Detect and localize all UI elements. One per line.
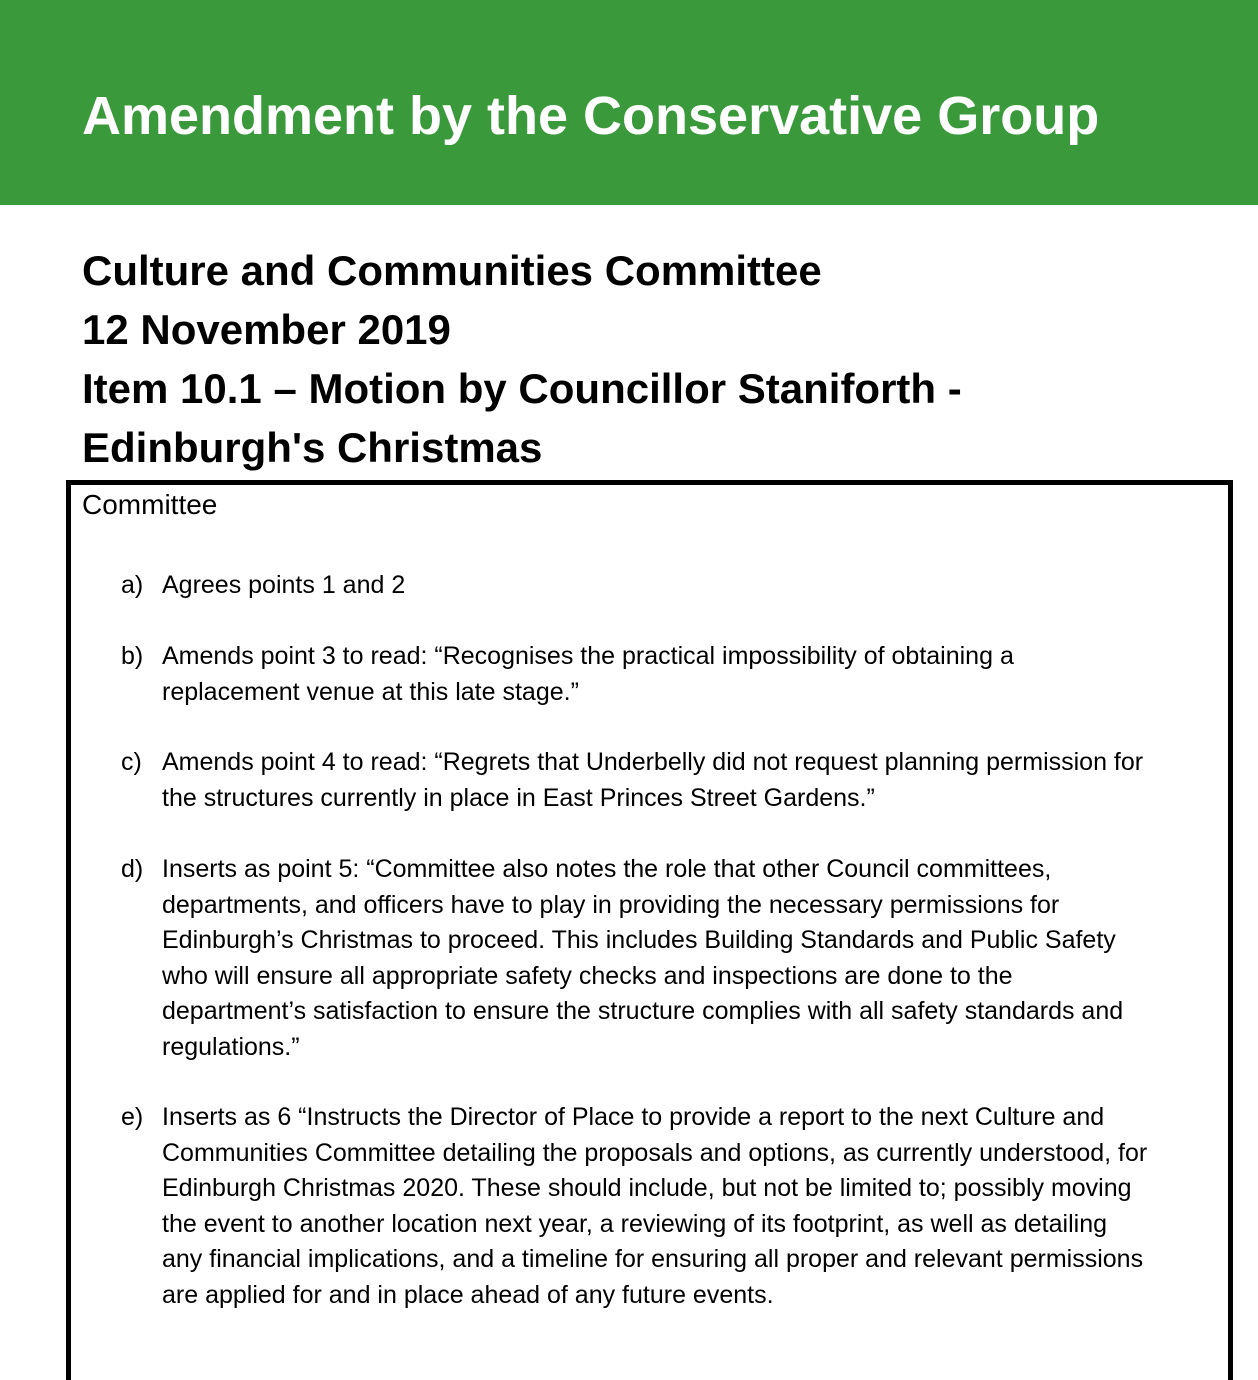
list-item-letter: b) (121, 642, 144, 670)
text-line: department’s satisfaction to ensure the structure complies with all safety standards and (162, 997, 1124, 1025)
text-line: Edinburgh Christmas 2020. These should include, but not be limited to; possibly moving (162, 1174, 1132, 1202)
text-line: Amends point 3 to read: “Recognises the practical impossibility of obtaining a (162, 642, 1014, 670)
item-title-continued: Edinburgh's Christmas (82, 424, 543, 471)
list-item-letter: c) (121, 748, 142, 776)
text-line: Agrees points 1 and 2 (162, 571, 406, 599)
list-item-text (162, 568, 1232, 604)
text-line: regulations.” (162, 1032, 300, 1061)
text-line: Inserts as 6 “Instructs the Director of Place to provide a report to the next Culture and (162, 1103, 1105, 1131)
list-item-text (162, 852, 1232, 1065)
list-item-letter: e) (121, 1103, 144, 1131)
document-title: Amendment by the Conservative Group (82, 86, 1100, 146)
text-line: any financial implications, and a timeline for ensuring all proper and relevant permissions (162, 1245, 1144, 1273)
meeting-headings (82, 241, 1202, 477)
meeting-date: 12 November 2019 (82, 306, 451, 353)
list-item-text (162, 745, 1232, 816)
list-item-text (162, 1100, 1232, 1313)
text-line: are applied for and in place ahead of any future events. (162, 1280, 774, 1309)
text-line: replacement venue at this late stage.” (162, 677, 579, 706)
text-line: departments, and officers have to play in providing the necessary permissions for (162, 890, 1060, 919)
list-item-text (162, 639, 1232, 710)
text-line: Communities Committee detailing the proposals and options, as currently understood, for (162, 1138, 1148, 1167)
committee-name: Culture and Communities Committee (82, 247, 822, 294)
text-line: who will ensure all appropriate safety checks and inspections are done to the (162, 961, 1013, 990)
list-item-letter: a) (121, 571, 144, 599)
text-line: Inserts as point 5: “Committee also notes the role that other Council committees, (162, 855, 1052, 883)
item-title: Item 10.1 – Motion by Councillor Staniforth - (82, 365, 962, 412)
header-banner (0, 0, 1258, 205)
text-line: Edinburgh’s Christmas to proceed. This includes Building Standards and Public Safety (162, 926, 1116, 954)
text-line: the event to another location next year, a reviewing of its footprint, as well as detailing (162, 1209, 1107, 1238)
text-line: Amends point 4 to read: “Regrets that Underbelly did not request planning permission for (162, 748, 1144, 776)
committee-intro: Committee (82, 489, 218, 520)
list-item-letter: d) (121, 855, 144, 883)
text-line: the structures currently in place in East Princes Street Gardens.” (162, 783, 875, 812)
